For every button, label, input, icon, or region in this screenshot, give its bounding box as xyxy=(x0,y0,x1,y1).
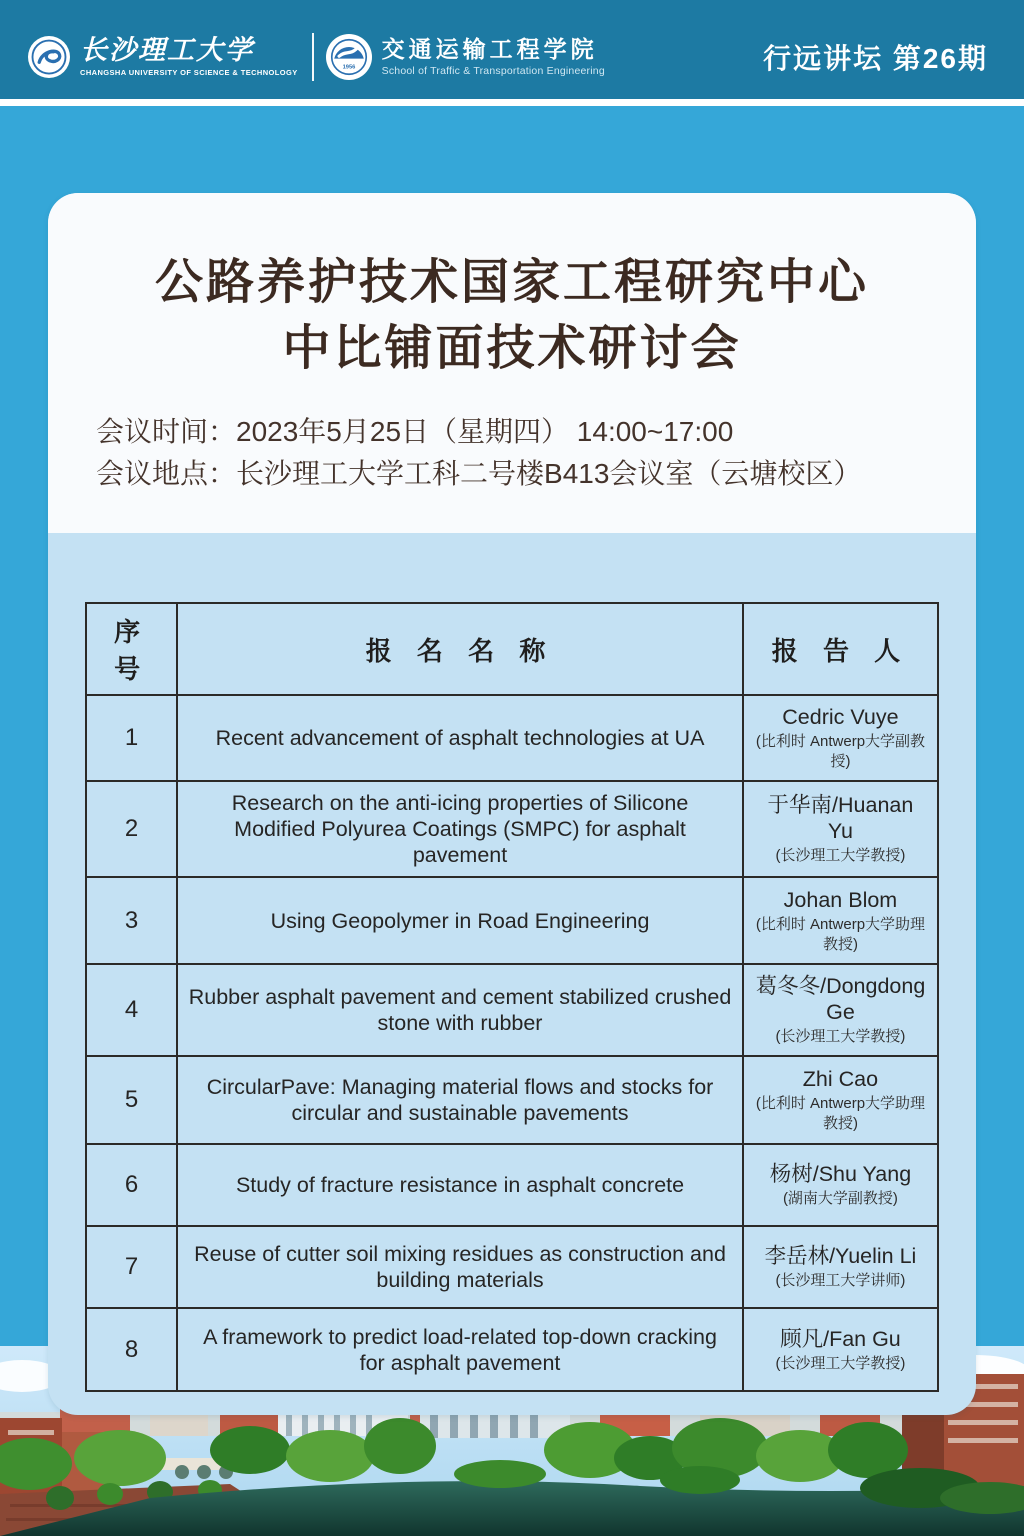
row-number: 5 xyxy=(86,1056,177,1144)
school-logo-icon xyxy=(326,34,372,80)
meeting-time-label: 会议时间： xyxy=(96,416,237,447)
speaker-name: 葛冬冬/Dongdong Ge xyxy=(755,974,926,1024)
meeting-place-value: 长沙理工大学工科二号楼B413会议室（云塘校区） xyxy=(236,458,862,489)
speaker-affiliation: (长沙理工大学教授) xyxy=(775,847,906,864)
university-name-block xyxy=(80,34,298,77)
logo-group xyxy=(28,33,605,81)
speaker-affiliation: (长沙理工大学教授) xyxy=(775,1028,906,1045)
speaker-name: 杨树/Shu Yang xyxy=(769,1162,912,1186)
col-header-no: 序 号 xyxy=(86,603,177,695)
schedule-table xyxy=(85,602,939,1392)
meeting-time-value: 2023年5月25日（星期四） 14:00~17:00 xyxy=(236,416,734,447)
title-line-1: 公路养护技术国家工程研究中心 xyxy=(154,254,869,310)
table-row xyxy=(86,964,938,1056)
meeting-time-line xyxy=(96,411,976,453)
row-number: 4 xyxy=(86,964,177,1056)
table-row xyxy=(86,781,938,877)
speaker-name: Johan Blom xyxy=(783,887,898,912)
page-title xyxy=(48,249,976,381)
speaker-name: 顾凡/Fan Gu xyxy=(780,1326,901,1351)
row-number: 8 xyxy=(86,1308,177,1391)
row-number: 7 xyxy=(86,1226,177,1308)
talk-title: Research on the anti-icing properties of Silicone Modified Polyurea Coatings (SMPC) for asphalt pavement xyxy=(177,781,743,877)
speaker-cell xyxy=(743,1056,938,1144)
card-title-section xyxy=(48,193,976,533)
speaker-affiliation: (比利时 Antwerp大学副教授) xyxy=(755,733,926,770)
col-header-speaker: 报 告 人 xyxy=(743,603,938,695)
talk-title: Reuse of cutter soil mixing residues as construction and building materials xyxy=(177,1226,743,1308)
speaker-name: 李岳林/Yuelin Li xyxy=(764,1244,917,1268)
school-name-en: School of Traffic & Transportation Engineering xyxy=(381,64,605,77)
logo-divider xyxy=(312,33,314,81)
speaker-affiliation: (比利时 Antwerp大学助理教授) xyxy=(755,915,926,953)
row-number: 3 xyxy=(86,877,177,964)
speaker-name: Zhi Cao xyxy=(802,1067,879,1091)
meeting-place-line xyxy=(96,453,976,495)
speaker-cell xyxy=(743,695,938,781)
table-row xyxy=(86,1056,938,1144)
meeting-info xyxy=(96,411,976,495)
content-card xyxy=(48,193,976,1415)
speaker-affiliation: (比利时 Antwerp大学助理教授) xyxy=(755,1095,926,1132)
speaker-affiliation: (长沙理工大学讲师) xyxy=(775,1272,906,1289)
col-header-title: 报 名 名 称 xyxy=(177,603,743,695)
table-row xyxy=(86,877,938,964)
talk-title: Recent advancement of asphalt technologies at UA xyxy=(177,695,743,781)
speaker-cell xyxy=(743,1226,938,1308)
table-header-row xyxy=(86,603,938,695)
speaker-name: 于华南/Huanan Yu xyxy=(767,793,914,843)
school-logo-year: 1956 xyxy=(342,64,356,70)
table-row xyxy=(86,1144,938,1226)
talk-title: Using Geopolymer in Road Engineering xyxy=(177,877,743,964)
table-row xyxy=(86,1226,938,1308)
university-logo-icon xyxy=(28,36,70,78)
lecture-series-badge: 行远讲坛 第26期 xyxy=(763,42,988,74)
speaker-cell xyxy=(743,1144,938,1226)
header-bar xyxy=(0,0,1024,106)
table-row xyxy=(86,695,938,781)
schedule-table-wrap xyxy=(48,533,976,1392)
speaker-cell xyxy=(743,1308,938,1391)
table-row xyxy=(86,1308,938,1391)
row-number: 2 xyxy=(86,781,177,877)
talk-title: CircularPave: Managing material flows and stocks for circular and sustainable pavements xyxy=(177,1056,743,1144)
talk-title: Study of fracture resistance in asphalt concrete xyxy=(177,1144,743,1226)
talk-title: A framework to predict load-related top-down cracking for asphalt pavement xyxy=(177,1308,743,1391)
talk-title: Rubber asphalt pavement and cement stabilized crushed stone with rubber xyxy=(177,964,743,1056)
university-name-cn: 长沙理工大学 xyxy=(80,34,254,66)
meeting-place-label: 会议地点： xyxy=(96,458,237,489)
school-name-cn: 交通运输工程学院 xyxy=(381,35,598,62)
speaker-affiliation: (湖南大学副教授) xyxy=(782,1190,898,1207)
speaker-cell xyxy=(743,877,938,964)
school-name-block xyxy=(382,37,605,77)
title-line-2: 中比铺面技术研讨会 xyxy=(282,320,742,376)
speaker-cell xyxy=(743,964,938,1056)
row-number: 1 xyxy=(86,695,177,781)
university-name-en: CHANGSHA UNIVERSITY OF SCIENCE & TECHNOLOGY xyxy=(80,67,298,77)
speaker-name: Cedric Vuye xyxy=(782,705,899,729)
speaker-cell xyxy=(743,781,938,877)
speaker-affiliation: (长沙理工大学教授) xyxy=(775,1354,906,1372)
row-number: 6 xyxy=(86,1144,177,1226)
